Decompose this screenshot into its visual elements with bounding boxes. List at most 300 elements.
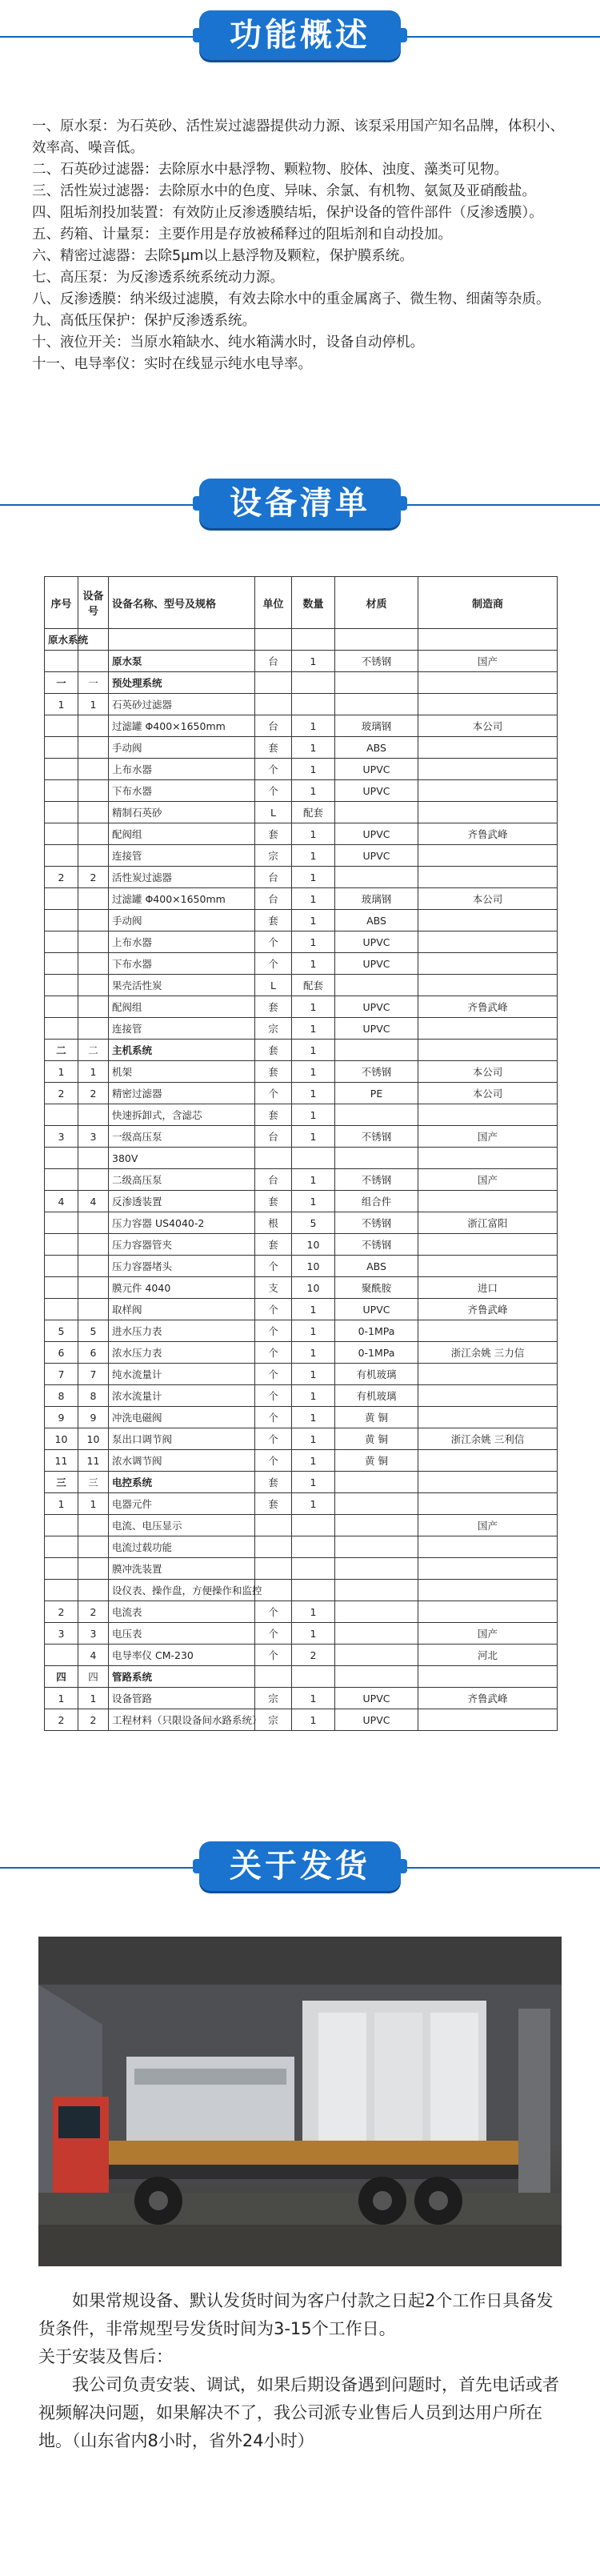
table-cell: 1	[292, 931, 335, 953]
table-cell: 齐鲁武峰	[418, 996, 558, 1018]
table-cell: 1	[292, 651, 335, 672]
table-row	[45, 1623, 558, 1645]
table-row	[45, 629, 558, 651]
table-cell	[418, 1385, 558, 1407]
table-cell: 10	[45, 1428, 78, 1450]
table-cell: UPVC	[335, 1299, 418, 1320]
table-cell	[418, 1040, 558, 1061]
table-cell: 个	[255, 1299, 292, 1320]
table-cell: 黄 铜	[335, 1450, 418, 1472]
table-row	[45, 910, 558, 931]
table-cell: 2	[45, 1083, 78, 1104]
table-cell: 国产	[418, 1169, 558, 1191]
table-cell: 套	[255, 1472, 292, 1493]
table-cell: 配阀组	[109, 996, 255, 1018]
table-row	[45, 1450, 558, 1472]
table-cell	[418, 1018, 558, 1040]
table-cell: 电控系统	[109, 1472, 255, 1493]
table-cell: 聚酰胺	[335, 1277, 418, 1299]
table-cell: 设备管路	[109, 1688, 255, 1709]
table-header-cell: 单位	[255, 577, 292, 629]
table-cell	[292, 1148, 335, 1169]
table-cell	[78, 1277, 109, 1299]
table-row	[45, 1472, 558, 1493]
table-row	[45, 1515, 558, 1536]
table-cell: UPVC	[335, 953, 418, 975]
table-cell: 本公司	[418, 888, 558, 910]
table-cell	[292, 694, 335, 715]
table-cell	[255, 1558, 292, 1580]
table-cell: 个	[255, 1256, 292, 1277]
table-cell: 不锈钢	[335, 1169, 418, 1191]
table-row	[45, 672, 558, 694]
table-cell	[45, 1234, 78, 1256]
table-cell	[335, 1558, 418, 1580]
table-row	[45, 802, 558, 823]
table-cell: 1	[45, 1493, 78, 1515]
table-cell: 1	[78, 1493, 109, 1515]
table-cell: 1	[292, 1061, 335, 1083]
table-cell	[418, 845, 558, 867]
section-banner-delivery	[0, 1835, 600, 1899]
table-cell: 1	[292, 845, 335, 867]
table-cell	[45, 759, 78, 780]
table-cell: 1	[78, 1688, 109, 1709]
table-row	[45, 1342, 558, 1364]
table-row	[45, 867, 558, 888]
table-cell	[78, 910, 109, 931]
table-cell: PE	[335, 1083, 418, 1104]
table-cell	[45, 953, 78, 975]
table-cell	[78, 759, 109, 780]
table-header-cell: 设备号	[78, 577, 109, 629]
table-cell	[335, 975, 418, 996]
table-cell	[418, 1364, 558, 1385]
table-row	[45, 1018, 558, 1040]
table-cell: 浙江富阳	[418, 1212, 558, 1234]
table-cell: 1	[292, 1040, 335, 1061]
table-cell: 果壳活性炭	[109, 975, 255, 996]
table-cell: 个	[255, 953, 292, 975]
table-cell	[418, 931, 558, 953]
overview-text	[32, 116, 570, 375]
table-cell: 精制石英砂	[109, 802, 255, 823]
table-cell: 个	[255, 1601, 292, 1623]
table-cell	[78, 975, 109, 996]
table-cell	[292, 629, 335, 651]
table-cell: 设仪表、操作盘，方便操作和监控	[109, 1580, 255, 1601]
table-cell	[78, 780, 109, 802]
table-cell: 个	[255, 1320, 292, 1342]
table-cell: 1	[292, 1623, 335, 1645]
table-row	[45, 1234, 558, 1256]
table-cell	[418, 1256, 558, 1277]
table-row	[45, 1580, 558, 1601]
table-cell: 膜冲洗装置	[109, 1558, 255, 1580]
table-cell	[335, 867, 418, 888]
table-cell: 1	[292, 1688, 335, 1709]
table-cell: 个	[255, 1385, 292, 1407]
table-cell: 套	[255, 1234, 292, 1256]
table-cell: 压力容器管夹	[109, 1234, 255, 1256]
table-cell	[255, 1666, 292, 1688]
table-row	[45, 1212, 558, 1234]
table-cell: 2	[78, 1083, 109, 1104]
overview-paragraph: 七、高压泵：为反渗透系统系统动力源。	[32, 270, 284, 286]
table-header-cell: 序号	[45, 577, 78, 629]
overview-paragraph: 五、药箱、计量泵：主要作用是存放被稀释过的阻垢剂和自动投加。	[32, 226, 452, 242]
table-cell: 6	[45, 1342, 78, 1364]
table-cell	[418, 1709, 558, 1731]
section-title-equipment: 设备清单	[199, 479, 401, 528]
table-cell: 台	[255, 715, 292, 737]
table-cell: 套	[255, 737, 292, 759]
table-row	[45, 931, 558, 953]
overview-paragraph: 六、精密过滤器：去除5μm以上悬浮物及颗粒，保护膜系统。	[32, 248, 414, 264]
table-cell: 四	[78, 1666, 109, 1688]
table-cell	[45, 1104, 78, 1126]
table-cell: 国产	[418, 1623, 558, 1645]
table-cell: 个	[255, 759, 292, 780]
table-cell: 1	[292, 737, 335, 759]
table-cell: 11	[78, 1450, 109, 1472]
table-header-row	[45, 577, 558, 629]
table-cell: 台	[255, 651, 292, 672]
table-cell	[45, 1645, 78, 1666]
table-cell: ABS	[335, 737, 418, 759]
table-cell: 套	[255, 1493, 292, 1515]
table-cell: 个	[255, 1342, 292, 1364]
table-cell: 压力容器 US4040-2	[109, 1212, 255, 1234]
overview-paragraph: 十一、电导率仪：实时在线显示纯水电导率。	[32, 356, 312, 372]
table-cell	[418, 1234, 558, 1256]
table-row	[45, 651, 558, 672]
table-cell: 本公司	[418, 1061, 558, 1083]
table-cell	[335, 1536, 418, 1558]
table-cell: 套	[255, 910, 292, 931]
table-cell: 浓水压力表	[109, 1342, 255, 1364]
table-cell: 2	[292, 1645, 335, 1666]
overview-paragraph: 三、活性炭过滤器：去除原水中的色度、异味、余氯、有机物、氨氮及亚硝酸盐。	[32, 183, 536, 199]
table-cell: 国产	[418, 651, 558, 672]
table-cell	[418, 975, 558, 996]
table-cell: 原水系统	[45, 629, 78, 651]
section-banner-equipment	[0, 472, 600, 536]
table-row	[45, 1364, 558, 1385]
table-cell: 齐鲁武峰	[418, 1688, 558, 1709]
table-cell: 4	[78, 1645, 109, 1666]
table-cell: 配阀组	[109, 823, 255, 845]
table-cell: UPVC	[335, 759, 418, 780]
table-cell	[109, 629, 255, 651]
table-cell	[335, 1645, 418, 1666]
table-cell	[418, 1407, 558, 1428]
table-cell	[292, 1558, 335, 1580]
table-cell	[45, 910, 78, 931]
table-cell: 精密过滤器	[109, 1083, 255, 1104]
table-cell: 压力容器堵头	[109, 1256, 255, 1277]
table-row	[45, 694, 558, 715]
table-cell: 1	[292, 715, 335, 737]
table-row	[45, 1061, 558, 1083]
table-cell: 膜元件 4040	[109, 1277, 255, 1299]
table-cell	[255, 629, 292, 651]
table-cell	[418, 759, 558, 780]
table-cell: 2	[45, 1709, 78, 1731]
table-cell: 支	[255, 1277, 292, 1299]
table-cell: 2	[78, 1709, 109, 1731]
table-cell	[255, 672, 292, 694]
delivery-text	[38, 2287, 566, 2455]
table-cell: 黄 铜	[335, 1428, 418, 1450]
table-cell	[45, 1515, 78, 1536]
table-row	[45, 1320, 558, 1342]
table-header-cell: 设备名称、型号及规格	[109, 577, 255, 629]
table-cell	[45, 1169, 78, 1191]
table-row	[45, 1558, 558, 1580]
table-cell: 原水泵	[109, 651, 255, 672]
table-cell: 管路系统	[109, 1666, 255, 1688]
table-cell	[78, 931, 109, 953]
table-cell: UPVC	[335, 1018, 418, 1040]
table-row	[45, 975, 558, 996]
table-cell	[292, 672, 335, 694]
table-cell: 电器元件	[109, 1493, 255, 1515]
table-cell: 5	[78, 1320, 109, 1342]
table-cell	[45, 780, 78, 802]
table-cell: 二级高压泵	[109, 1169, 255, 1191]
table-cell	[292, 1515, 335, 1536]
table-cell	[335, 672, 418, 694]
table-row	[45, 1256, 558, 1277]
table-cell: 1	[292, 867, 335, 888]
table-cell: 9	[45, 1407, 78, 1428]
table-cell	[78, 715, 109, 737]
table-cell: 2	[45, 867, 78, 888]
table-cell: 10	[292, 1234, 335, 1256]
table-cell: 0-1MPa	[335, 1342, 418, 1364]
table-cell: UPVC	[335, 931, 418, 953]
table-cell	[335, 1472, 418, 1493]
table-cell	[418, 1580, 558, 1601]
table-cell	[255, 694, 292, 715]
table-cell	[45, 737, 78, 759]
table-cell	[418, 737, 558, 759]
table-cell: 1	[292, 1104, 335, 1126]
table-cell	[45, 802, 78, 823]
table-cell	[78, 1018, 109, 1040]
table-cell: 3	[78, 1623, 109, 1645]
table-cell: 1	[292, 759, 335, 780]
table-cell	[45, 931, 78, 953]
table-cell: 组合件	[335, 1191, 418, 1212]
table-cell: 3	[45, 1126, 78, 1148]
table-cell	[78, 1234, 109, 1256]
section-title-delivery: 关于发货	[199, 1841, 401, 1891]
table-cell: 不锈钢	[335, 1061, 418, 1083]
table-cell: 玻璃钢	[335, 888, 418, 910]
table-cell: 1	[292, 1299, 335, 1320]
table-cell: 0-1MPa	[335, 1320, 418, 1342]
table-cell: 不锈钢	[335, 651, 418, 672]
table-cell	[45, 823, 78, 845]
table-cell	[78, 1558, 109, 1580]
table-cell: 1	[292, 1320, 335, 1342]
table-cell: ABS	[335, 910, 418, 931]
table-cell	[78, 802, 109, 823]
table-cell: UPVC	[335, 996, 418, 1018]
table-cell: 电流过载功能	[109, 1536, 255, 1558]
table-cell: 连接管	[109, 1018, 255, 1040]
table-cell	[418, 1148, 558, 1169]
table-cell	[45, 888, 78, 910]
table-row	[45, 780, 558, 802]
table-cell: 本公司	[418, 1083, 558, 1104]
table-cell: L	[255, 975, 292, 996]
table-cell: 电导率仪 CM-230	[109, 1645, 255, 1666]
table-cell: 过滤罐 Φ400×1650mm	[109, 888, 255, 910]
table-cell: 浙江余姚 三力信	[418, 1342, 558, 1364]
table-cell: 个	[255, 780, 292, 802]
table-cell: 个	[255, 1623, 292, 1645]
table-cell: 1	[292, 1364, 335, 1385]
table-cell	[255, 1515, 292, 1536]
table-cell	[78, 1536, 109, 1558]
table-row	[45, 953, 558, 975]
table-cell	[335, 1148, 418, 1169]
delivery-paragraph: 我公司负责安装、调试，如果后期设备遇到问题时，首先电话或者视频解决问题，如果解决不了，我公司派专业售后人员到达用户所在地。（山东省内8小时，省外24小时）	[38, 2375, 559, 2450]
table-cell: 宗	[255, 845, 292, 867]
table-cell: UPVC	[335, 823, 418, 845]
table-cell: 不锈钢	[335, 1212, 418, 1234]
table-cell: 纯水流量计	[109, 1364, 255, 1385]
truck-illustration	[38, 1937, 562, 2266]
table-cell: 一级高压泵	[109, 1126, 255, 1148]
table-row	[45, 1191, 558, 1212]
table-cell	[78, 996, 109, 1018]
table-cell: 10	[292, 1256, 335, 1277]
table-cell: 1	[292, 780, 335, 802]
table-header-cell: 制造商	[418, 577, 558, 629]
table-cell: 活性炭过滤器	[109, 867, 255, 888]
table-cell: 浓水流量计	[109, 1385, 255, 1407]
table-cell: 齐鲁武峰	[418, 1299, 558, 1320]
table-row	[45, 1385, 558, 1407]
table-cell: 个	[255, 1083, 292, 1104]
table-cell: 1	[45, 694, 78, 715]
table-cell: 个	[255, 931, 292, 953]
table-cell: 电流表	[109, 1601, 255, 1623]
table-cell: 个	[255, 1450, 292, 1472]
table-row	[45, 1277, 558, 1299]
table-cell: 浓水调节阀	[109, 1450, 255, 1472]
table-cell	[45, 996, 78, 1018]
overview-paragraph: 二、石英砂过滤器：去除原水中悬浮物、颗粒物、胶体、浊度、藻类可见物。	[32, 162, 508, 178]
table-cell: 1	[292, 1385, 335, 1407]
table-cell: 1	[292, 1126, 335, 1148]
table-cell: 上布水器	[109, 931, 255, 953]
table-cell	[418, 1666, 558, 1688]
table-cell: 国产	[418, 1126, 558, 1148]
table-cell: 快速拆卸式，含滤芯	[109, 1104, 255, 1126]
overview-paragraph: 八、反渗透膜：纳米级过滤膜，有效去除水中的重金属离子、微生物、细菌等杂质。	[32, 291, 550, 307]
table-cell: 手动阀	[109, 910, 255, 931]
table-cell	[78, 1212, 109, 1234]
table-cell: 套	[255, 823, 292, 845]
table-cell	[418, 1191, 558, 1212]
table-cell: 配套	[292, 975, 335, 996]
table-cell: 1	[292, 1169, 335, 1191]
table-row	[45, 823, 558, 845]
table-cell: 不锈钢	[335, 1126, 418, 1148]
table-cell	[78, 823, 109, 845]
table-cell: 个	[255, 1364, 292, 1385]
table-cell: 三	[78, 1472, 109, 1493]
table-cell: 根	[255, 1212, 292, 1234]
table-cell	[45, 715, 78, 737]
table-cell	[418, 629, 558, 651]
table-cell	[418, 1472, 558, 1493]
table-row	[45, 1126, 558, 1148]
table-cell: 3	[78, 1126, 109, 1148]
table-cell: 11	[45, 1450, 78, 1472]
table-cell	[45, 1558, 78, 1580]
table-cell: 1	[292, 1428, 335, 1450]
equipment-table	[44, 576, 558, 1731]
table-cell: 1	[292, 1407, 335, 1428]
table-cell: 宗	[255, 1709, 292, 1731]
table-row	[45, 1645, 558, 1666]
table-cell: 7	[78, 1364, 109, 1385]
overview-paragraph: 四、阻垢剂投加装置：有效防止反渗透膜结垢，保护设备的管件部件（反渗透膜）。	[32, 205, 543, 221]
table-cell: 进口	[418, 1277, 558, 1299]
table-cell	[418, 1536, 558, 1558]
table-cell: 齐鲁武峰	[418, 823, 558, 845]
table-cell: 连接管	[109, 845, 255, 867]
table-row	[45, 1666, 558, 1688]
table-cell: 1	[292, 1709, 335, 1731]
table-cell: 台	[255, 867, 292, 888]
table-row	[45, 1428, 558, 1450]
table-cell: 5	[45, 1320, 78, 1342]
table-cell: UPVC	[335, 780, 418, 802]
table-cell	[78, 1104, 109, 1126]
table-cell: 2	[78, 1601, 109, 1623]
table-cell: 有机玻璃	[335, 1385, 418, 1407]
table-cell: 不锈钢	[335, 1234, 418, 1256]
table-row	[45, 1148, 558, 1169]
table-cell: 1	[292, 1493, 335, 1515]
table-row	[45, 888, 558, 910]
table-cell	[78, 1148, 109, 1169]
table-row	[45, 1709, 558, 1731]
table-cell: 8	[45, 1385, 78, 1407]
table-row	[45, 996, 558, 1018]
table-cell: 浙江余姚 三利信	[418, 1428, 558, 1450]
table-cell: 泵出口调节阀	[109, 1428, 255, 1450]
table-cell	[335, 1104, 418, 1126]
table-cell: 1	[292, 1083, 335, 1104]
table-cell: 冲洗电磁阀	[109, 1407, 255, 1428]
table-cell: 套	[255, 1104, 292, 1126]
table-cell: 进水压力表	[109, 1320, 255, 1342]
table-cell: 8	[78, 1385, 109, 1407]
table-cell	[255, 1536, 292, 1558]
table-cell: 套	[255, 1191, 292, 1212]
table-cell	[418, 910, 558, 931]
table-cell: 二	[45, 1040, 78, 1061]
table-cell	[78, 737, 109, 759]
